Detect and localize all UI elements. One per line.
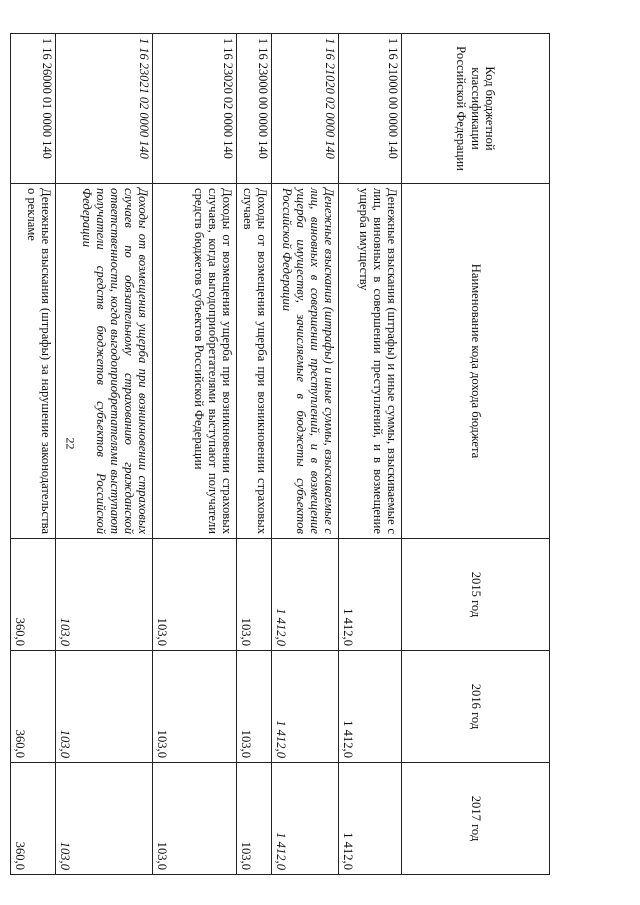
row-name: Доходы от возмещения ущерба при возникновении страховых случаев по обязательному страхованию гражданской ответственности, когда выгодоприобретателями выступают получатели средств бюджетов субъектов Российской Федерации [56,184,153,539]
row-value-2016: 360,0 [11,651,56,763]
row-value-2015: 103,0 [153,539,237,651]
row-value-2015: 1 412,0 [272,539,339,651]
page-number: 22 [63,437,78,450]
row-value-2016: 1 412,0 [272,651,339,763]
row-code: 1 16 21000 00 0000 140 [339,34,402,184]
table-row [11,34,56,875]
row-value-2016: 103,0 [237,651,272,763]
row-value-2016: 103,0 [56,651,153,763]
row-value-2015: 360,0 [11,539,56,651]
table-row [237,34,272,875]
row-code: 1 16 26000 01 0000 140 [11,34,56,184]
table-header-row [402,34,550,875]
row-value-2017: 103,0 [153,763,237,875]
row-name: Денежные взыскания (штрафы) и иные суммы, взыскиваемые с лиц, виновных в совершении преступлений, и в возмещение ущерба имуществу [339,184,402,539]
row-name: Доходы от возмещения ущерба при возникновении страховых случаев [237,184,272,539]
row-value-2015: 1 412,0 [339,539,402,651]
row-code: 1 16 21020 02 0000 140 [272,34,339,184]
row-value-2015: 103,0 [56,539,153,651]
row-value-2017: 103,0 [56,763,153,875]
row-value-2016: 103,0 [153,651,237,763]
row-name: Денежные взыскания (штрафы) и иные суммы, взыскиваемые с лиц, виновных в совершении преступлений, и в возмещение ущерба имуществу, зачисляемые в бюджеты субъектов Российской Федерации [272,184,339,539]
row-value-2017: 103,0 [237,763,272,875]
row-code: 1 16 23020 02 0000 140 [153,34,237,184]
table-row [339,34,402,875]
row-name: Денежные взыскания (штрафы) за нарушение законодательства о рекламе [11,184,56,539]
row-value-2017: 1 412,0 [272,763,339,875]
row-value-2016: 1 412,0 [339,651,402,763]
table-row [153,34,237,875]
row-value-2017: 360,0 [11,763,56,875]
row-code: 1 16 23000 00 0000 140 [237,34,272,184]
header-name: Наименование кода дохода бюджета [402,184,550,539]
budget-income-table [10,33,550,875]
row-value-2015: 103,0 [237,539,272,651]
header-2015: 2015 год [402,539,550,651]
header-code: Код бюджетной классификации Российской Федерации [402,34,550,184]
table-row [56,34,153,875]
row-value-2017: 1 412,0 [339,763,402,875]
row-code: 1 16 23021 02 0000 140 [56,34,153,184]
row-name: Доходы от возмещения ущерба при возникновении страховых случаев, когда выгодоприобретателями выступают получатели средств бюджетов субъектов Российской Федерации [153,184,237,539]
header-2016: 2016 год [402,651,550,763]
table-row [272,34,339,875]
header-2017: 2017 год [402,763,550,875]
